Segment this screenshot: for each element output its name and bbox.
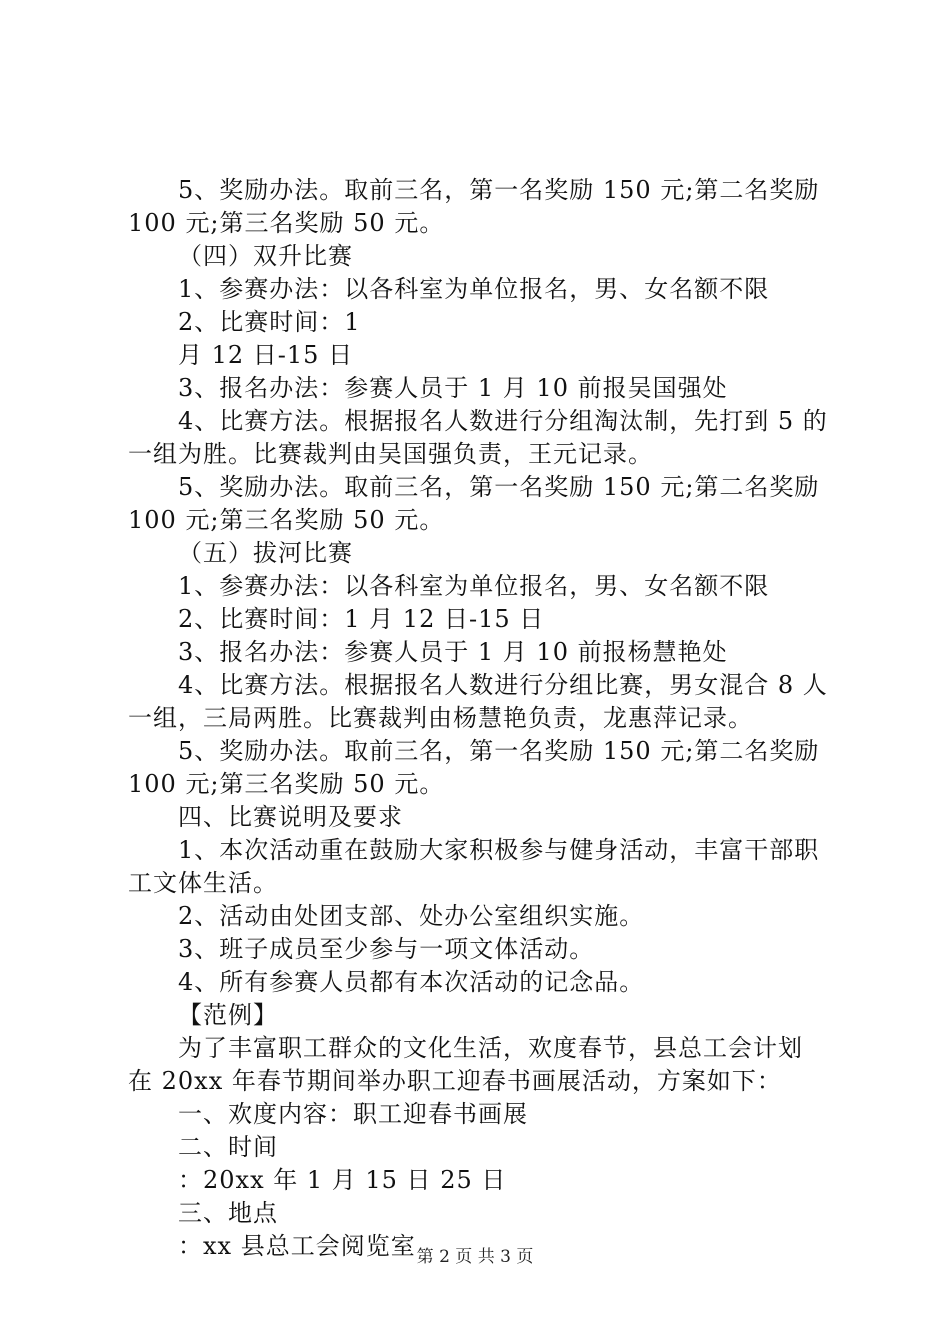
text-line: 4、比赛方法。根据报名人数进行分组比赛，男女混合 8 人 — [178, 671, 828, 699]
text-line: 2、比赛时间：1 — [178, 308, 361, 336]
text-line: 5、奖励办法。取前三名，第一名奖励 150 元;第二名奖励 — [178, 737, 820, 765]
text-line: 四、比赛说明及要求 — [178, 803, 403, 831]
text-line: 在 20xx 年春节期间举办职工迎春书画展活动，方案如下： — [128, 1067, 782, 1095]
text-line: 5、奖励办法。取前三名，第一名奖励 150 元;第二名奖励 — [178, 176, 820, 204]
text-line: 2、比赛时间：1 月 12 日-15 日 — [178, 605, 545, 633]
text-line: 一组，三局两胜。比赛裁判由杨慧艳负责，龙惠萍记录。 — [128, 704, 753, 732]
text-line: 2、活动由处团支部、处办公室组织实施。 — [178, 902, 645, 930]
text-line: 1、参赛办法：以各科室为单位报名，男、女名额不限 — [178, 572, 770, 600]
text-line: ：xx 县总工会阅览室 — [178, 1232, 416, 1260]
page-footer: 第 2 页 共 3 页 — [416, 1247, 534, 1267]
text-line: 1、参赛办法：以各科室为单位报名，男、女名额不限 — [178, 275, 770, 303]
text-line: 4、所有参赛人员都有本次活动的记念品。 — [178, 968, 645, 996]
text-line: 3、班子成员至少参与一项文体活动。 — [178, 935, 595, 963]
text-line: 为了丰富职工群众的文化生活，欢度春节，县总工会计划 — [178, 1034, 803, 1062]
text-line: 一组为胜。比赛裁判由吴国强负责，王元记录。 — [128, 440, 653, 468]
text-line: 1、本次活动重在鼓励大家积极参与健身活动，丰富干部职 — [178, 836, 820, 864]
text-line: 3、报名办法：参赛人员于 1 月 10 前报吴国强处 — [178, 374, 728, 402]
text-line: 工文体生活。 — [128, 869, 278, 897]
text-line: 一、欢度内容：职工迎春书画展 — [178, 1100, 528, 1128]
text-line: 100 元;第三名奖励 50 元。 — [128, 770, 445, 798]
text-line: 三、地点 — [178, 1199, 278, 1227]
text-line: 二、时间 — [178, 1133, 278, 1161]
text-line: 3、报名办法：参赛人员于 1 月 10 前报杨慧艳处 — [178, 638, 728, 666]
text-line: （四）双升比赛 — [178, 242, 353, 270]
text-line: 4、比赛方法。根据报名人数进行分组淘汰制，先打到 5 的 — [178, 407, 828, 435]
text-line: 【范例】 — [178, 1001, 278, 1029]
text-line: 100 元;第三名奖励 50 元。 — [128, 506, 445, 534]
document-body — [128, 174, 840, 1263]
text-line: （五）拔河比赛 — [178, 539, 353, 567]
text-line: 月 12 日-15 日 — [178, 341, 354, 369]
text-line: ：20xx 年 1 月 15 日 25 日 — [178, 1166, 507, 1194]
text-line: 5、奖励办法。取前三名，第一名奖励 150 元;第二名奖励 — [178, 473, 820, 501]
text-line: 100 元;第三名奖励 50 元。 — [128, 209, 445, 237]
